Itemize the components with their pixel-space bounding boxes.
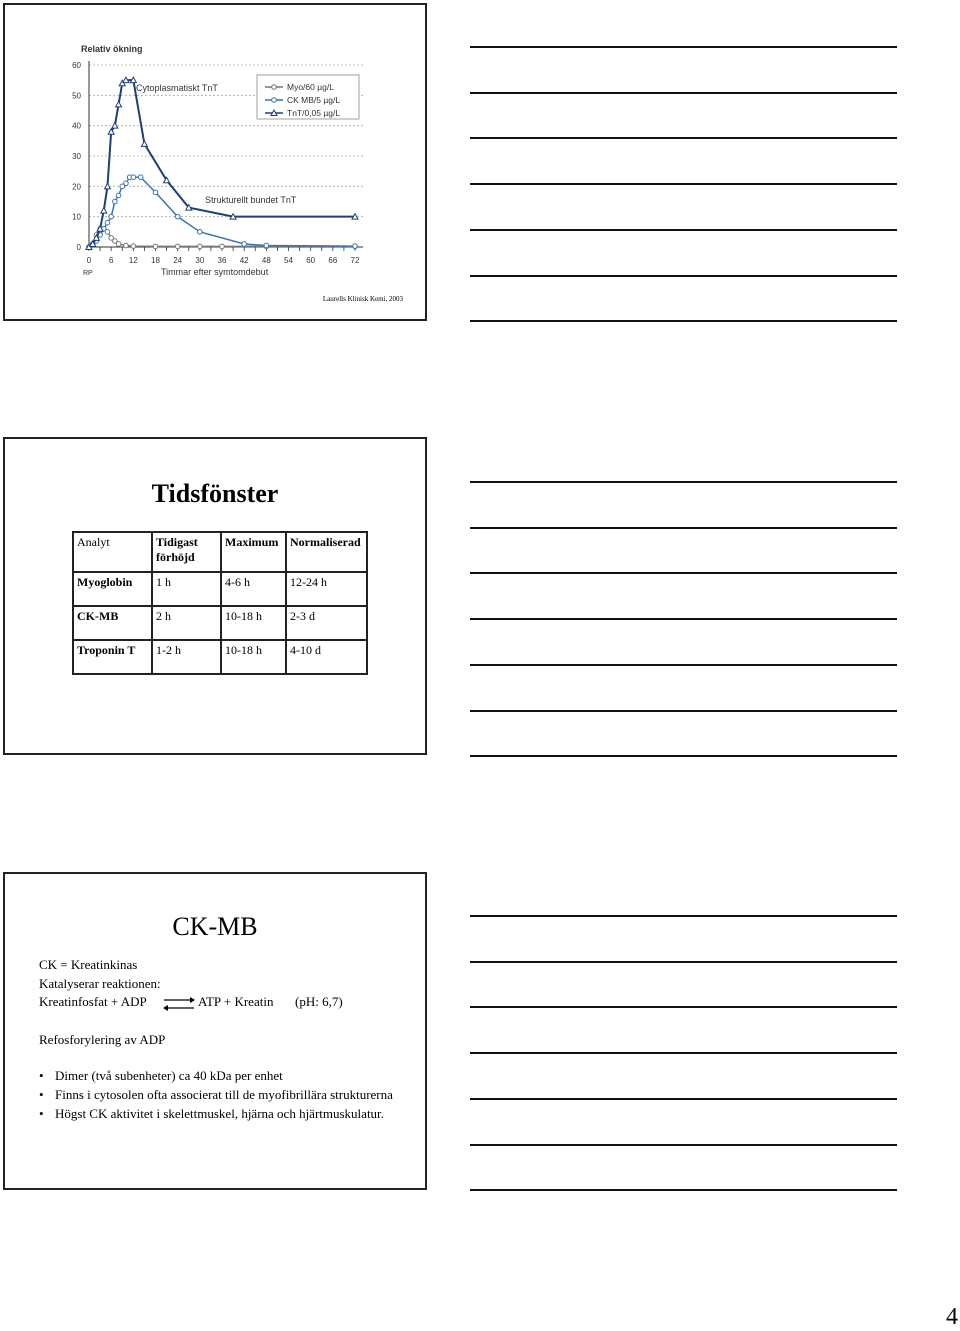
y-tick-label: 50 [72,91,81,101]
slide-title: CK-MB [172,912,258,941]
x-tick-label: 0 [86,256,92,265]
data-point [198,244,203,249]
note-line [470,572,897,574]
table-cell: 2-3 d [286,606,367,640]
data-point [124,181,129,186]
x-tick-label: 54 [284,256,293,265]
data-point [131,175,136,180]
data-point [353,244,358,249]
table-cell: 2 h [152,606,221,640]
bullet-icon: • [39,1087,44,1102]
chart-rp-label: RP [83,270,93,277]
data-point [138,175,143,180]
x-tick-label: 12 [128,256,138,265]
table-cell: 12-24 h [286,572,367,606]
note-line [470,229,897,231]
reaction-left: Kreatinfosfat + ADP [39,994,147,1009]
list-item-text: Finns i cytosolen ofta associerat till de myofibrillära strukturerna [55,1087,393,1102]
table-header-cell: Maximum [221,532,286,572]
y-tick-label: 40 [72,121,81,131]
x-tick-label: 36 [217,256,227,265]
table-cell: CK-MB [73,606,152,640]
y-tick-label: 20 [72,182,81,192]
note-line [470,1098,897,1100]
reaction-ph: (pH: 6,7) [295,994,343,1009]
table-cell: 10-18 h [221,606,286,640]
table-header-cell: Analyt [73,532,152,572]
reversible-arrow-icon [162,996,196,1012]
table-cell: 4-6 h [221,572,286,606]
data-point [175,244,180,249]
note-line [470,664,897,666]
list-item-text: Högst CK aktivitet i skelettmuskel, hjärna och hjärtmuskulatur. [55,1106,384,1121]
note-line [470,710,897,712]
table-cell: 1 h [152,572,221,606]
data-point [101,208,107,214]
note-line [470,618,897,620]
table-header-cell: Normaliserad [286,532,367,572]
note-line [470,755,897,757]
credit-text: Laurells Klinisk Kemi, 2003 [322,295,403,303]
text-line-ck: CK = Kreatinkinas [39,957,138,972]
table-row [73,606,367,640]
note-line [470,1006,897,1008]
table-header-row [73,532,367,572]
legend-marker [272,85,277,90]
data-point [175,214,180,219]
y-tick-label: 0 [76,243,81,252]
note-line [470,915,897,917]
note-line [470,527,897,529]
table-cell: 4-10 d [286,640,367,674]
note-line [470,320,897,322]
slide-ck-mb [3,872,427,1190]
data-point [153,190,158,195]
x-tick-label: 30 [195,256,205,265]
slide-tidsfonster [3,437,427,755]
note-line [470,1144,897,1146]
tidsfonster-table [72,531,368,675]
x-tick-label: 48 [261,256,271,265]
legend-label: TnT/0,05 µg/L [287,108,341,118]
data-point [124,243,129,248]
note-line [470,1052,897,1054]
table-cell: 10-18 h [221,640,286,674]
note-line [470,275,897,277]
data-point [264,243,269,248]
legend-label: CK MB/5 µg/L [287,95,341,105]
x-tick-label: 24 [173,256,183,265]
reaction-right: ATP + Kreatin [198,994,274,1009]
data-point [242,242,247,247]
table-cell: Troponin T [73,640,152,674]
x-tick-label: 60 [306,256,316,265]
data-point [153,244,158,249]
data-point [109,214,114,219]
table-cell: Myoglobin [73,572,152,606]
y-tick-label: 10 [72,212,81,222]
slide-title: Tidsfönster [151,479,279,508]
note-line [470,481,897,483]
x-tick-label: 66 [328,256,338,265]
data-point [131,244,136,249]
data-point [116,101,122,107]
text-line-catalyses: Katalyserar reaktionen: [39,976,161,991]
data-point [105,220,110,225]
note-line [470,183,897,185]
table-header-cell: Tidigast förhöjd [152,532,221,572]
data-point [141,141,147,147]
legend-marker [272,98,277,103]
x-tick-label: 6 [108,256,114,265]
y-tick-label: 30 [72,152,81,161]
list-item [39,1087,399,1102]
note-line [470,46,897,48]
list-item [39,1106,399,1121]
data-point [113,199,118,204]
x-tick-label: 18 [151,256,160,265]
text-line-refosforylering: Refosforylering av ADP [39,1032,166,1047]
data-point [112,123,118,128]
bullet-icon: • [39,1106,44,1121]
list-item-text: Dimer (två subenheter) ca 40 kDa per enhet [55,1068,283,1083]
note-line [470,1189,897,1191]
page-number: 4 [946,1304,958,1330]
note-line [470,961,897,963]
bullet-icon: • [39,1068,44,1083]
x-tick-label: 42 [239,256,249,265]
biomarker-chart [5,5,425,319]
x-tick-label: 72 [350,256,360,265]
y-tick-label: 60 [72,61,81,70]
data-point [220,244,225,249]
data-point [116,193,121,198]
chart-legend [257,75,359,119]
chart-annotation-structural: Strukturellt bundet TnT [205,195,297,205]
bullet-list [39,1068,399,1125]
table-row [73,572,367,606]
note-line [470,92,897,94]
note-line [470,137,897,139]
chart-annotation-cytoplasmic: Cytoplasmatiskt TnT [136,83,218,93]
list-item [39,1068,399,1083]
data-point [116,242,121,247]
table-cell: 1-2 h [152,640,221,674]
series-line [89,177,355,247]
chart-xlabel: Timmar efter symtomdebut [161,267,269,277]
legend-label: Myo/60 µg/L [287,82,334,92]
slide-chart [3,3,427,321]
data-point [198,230,203,235]
table-row [73,640,367,674]
chart-ylabel: Relativ ökning [81,44,143,54]
